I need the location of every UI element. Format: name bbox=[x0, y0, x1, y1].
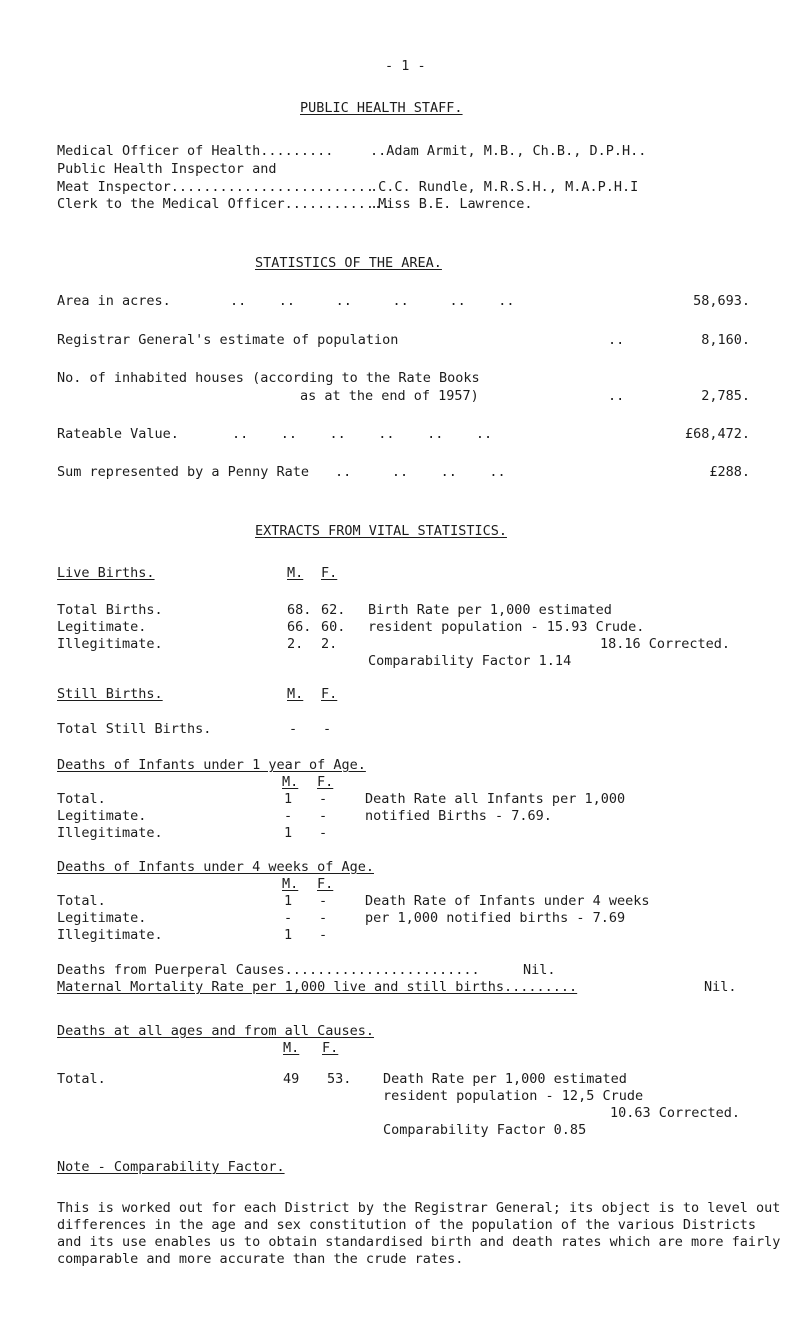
value-f: - bbox=[323, 721, 332, 737]
rateable-label: Rateable Value. bbox=[57, 426, 179, 442]
value-m: - bbox=[284, 910, 293, 926]
value-f: - bbox=[319, 808, 328, 824]
leader-dots: .. .. .. .. .. .. bbox=[230, 293, 515, 309]
houses-value: 2,785. bbox=[701, 388, 750, 404]
value-m: 1 bbox=[284, 893, 293, 909]
still-births-heading: Still Births. bbox=[57, 686, 163, 702]
leader-dots: .. .. .. .. bbox=[335, 464, 506, 480]
row-label: Legitimate. bbox=[57, 808, 147, 824]
live-births-heading: Live Births. bbox=[57, 565, 155, 581]
row-label: Legitimate. bbox=[57, 910, 147, 926]
row-label: Illegitimate. bbox=[57, 825, 163, 841]
leader-dots: .. .. .. .. .. .. bbox=[232, 426, 493, 442]
death-rate-note: Comparability Factor 0.85 bbox=[383, 1122, 587, 1138]
penny-value: £288. bbox=[709, 464, 750, 480]
value-f: - bbox=[319, 791, 328, 807]
staff-role: Meat Inspector......................... bbox=[57, 179, 374, 195]
column-f: F. bbox=[317, 876, 334, 892]
row-label: Total Births. bbox=[57, 602, 163, 618]
all-causes-heading: Deaths at all ages and from all Causes. bbox=[57, 1023, 374, 1039]
row-label: Total. bbox=[57, 1071, 106, 1087]
staff-name: .C.C. Rundle, M.R.S.H., M.A.P.H.I bbox=[370, 179, 639, 195]
houses-label: No. of inhabited houses (according to the Rate Books bbox=[57, 370, 480, 386]
value-f: - bbox=[319, 825, 328, 841]
column-f: F. bbox=[321, 686, 338, 702]
maternal-label: Maternal Mortality Rate per 1,000 live and still births......... bbox=[57, 979, 578, 995]
area-label: Area in acres. bbox=[57, 293, 171, 309]
column-m: M. bbox=[282, 876, 299, 892]
value-f: 60. bbox=[321, 619, 346, 635]
value-f: 2. bbox=[321, 636, 338, 652]
puerperal-label: Deaths from Puerperal Causes........................ bbox=[57, 962, 480, 978]
neonatal-death-rate-note: Death Rate of Infants under 4 weeks bbox=[365, 893, 650, 909]
row-label: Illegitimate. bbox=[57, 636, 163, 652]
maternal-value: Nil. bbox=[704, 979, 737, 995]
death-rate-note: resident population - 12,5 Crude bbox=[383, 1088, 644, 1104]
penny-label: Sum represented by a Penny Rate bbox=[57, 464, 309, 480]
column-f: F. bbox=[317, 774, 334, 790]
column-m: M. bbox=[282, 774, 299, 790]
note-heading: Note - Comparability Factor. bbox=[57, 1159, 285, 1175]
value-m: 1 bbox=[284, 791, 293, 807]
staff-name: ..Adam Armit, M.B., Ch.B., D.P.H.. bbox=[370, 143, 647, 159]
staff-heading: PUBLIC HEALTH STAFF. bbox=[300, 100, 463, 116]
staff-role: Clerk to the Medical Officer............. bbox=[57, 196, 391, 212]
population-label: Registrar General's estimate of population bbox=[57, 332, 399, 348]
value-f: 62. bbox=[321, 602, 346, 618]
row-label: Legitimate. bbox=[57, 619, 147, 635]
death-rate-note: 10.63 Corrected. bbox=[610, 1105, 741, 1121]
page-number: - 1 - bbox=[385, 58, 426, 74]
area-value: 58,693. bbox=[693, 293, 750, 309]
value-m: - bbox=[284, 808, 293, 824]
leader-dots: .. bbox=[608, 388, 625, 404]
rateable-value: £68,472. bbox=[684, 426, 750, 442]
note-text: This is worked out for each District by the Registrar General; its object is to level out differences in the age and sex constitution of the population of the various Districts and its use enables us to obtain standardised birth and death rates which are more fairly comparable and more accurate than the crude rates. bbox=[57, 1200, 781, 1267]
staff-role: Medical Officer of Health......... bbox=[57, 143, 334, 159]
column-f: F. bbox=[321, 565, 338, 581]
statistics-heading: STATISTICS OF THE AREA. bbox=[255, 255, 442, 271]
column-m: M. bbox=[287, 686, 304, 702]
row-label: Total. bbox=[57, 791, 106, 807]
birth-rate-note: resident population - 15.93 Crude. bbox=[368, 619, 645, 635]
infants-4wk-heading: Deaths of Infants under 4 weeks of Age. bbox=[57, 859, 374, 875]
value-f: - bbox=[319, 893, 328, 909]
puerperal-value: Nil. bbox=[523, 962, 556, 978]
value-m: 1 bbox=[284, 927, 293, 943]
value-f: 53. bbox=[327, 1071, 352, 1087]
birth-rate-note: Birth Rate per 1,000 estimated bbox=[368, 602, 612, 618]
leader-dots: .. bbox=[608, 332, 625, 348]
value-m: 1 bbox=[284, 825, 293, 841]
population-value: 8,160. bbox=[701, 332, 750, 348]
row-label: Total. bbox=[57, 893, 106, 909]
staff-name: .Miss B.E. Lawrence. bbox=[370, 196, 533, 212]
column-m: M. bbox=[287, 565, 304, 581]
staff-role: Public Health Inspector and bbox=[57, 161, 277, 177]
value-m: 66. bbox=[287, 619, 312, 635]
infants-1yr-heading: Deaths of Infants under 1 year of Age. bbox=[57, 757, 366, 773]
neonatal-death-rate-note: per 1,000 notified births - 7.69 bbox=[365, 910, 626, 926]
infant-death-rate-note: notified Births - 7.69. bbox=[365, 808, 552, 824]
birth-rate-note: 18.16 Corrected. bbox=[600, 636, 731, 652]
infant-death-rate-note: Death Rate all Infants per 1,000 bbox=[365, 791, 626, 807]
column-m: M. bbox=[283, 1040, 300, 1056]
value-m: - bbox=[289, 721, 298, 737]
death-rate-note: Death Rate per 1,000 estimated bbox=[383, 1071, 627, 1087]
value-m: 2. bbox=[287, 636, 304, 652]
value-f: - bbox=[319, 927, 328, 943]
value-f: - bbox=[319, 910, 328, 926]
birth-rate-note: Comparability Factor 1.14 bbox=[368, 653, 572, 669]
value-m: 49 bbox=[283, 1071, 300, 1087]
row-label: Illegitimate. bbox=[57, 927, 163, 943]
column-f: F. bbox=[322, 1040, 339, 1056]
extracts-heading: EXTRACTS FROM VITAL STATISTICS. bbox=[255, 523, 507, 539]
value-m: 68. bbox=[287, 602, 312, 618]
row-label: Total Still Births. bbox=[57, 721, 212, 737]
houses-label-cont: as at the end of 1957) bbox=[300, 388, 479, 404]
